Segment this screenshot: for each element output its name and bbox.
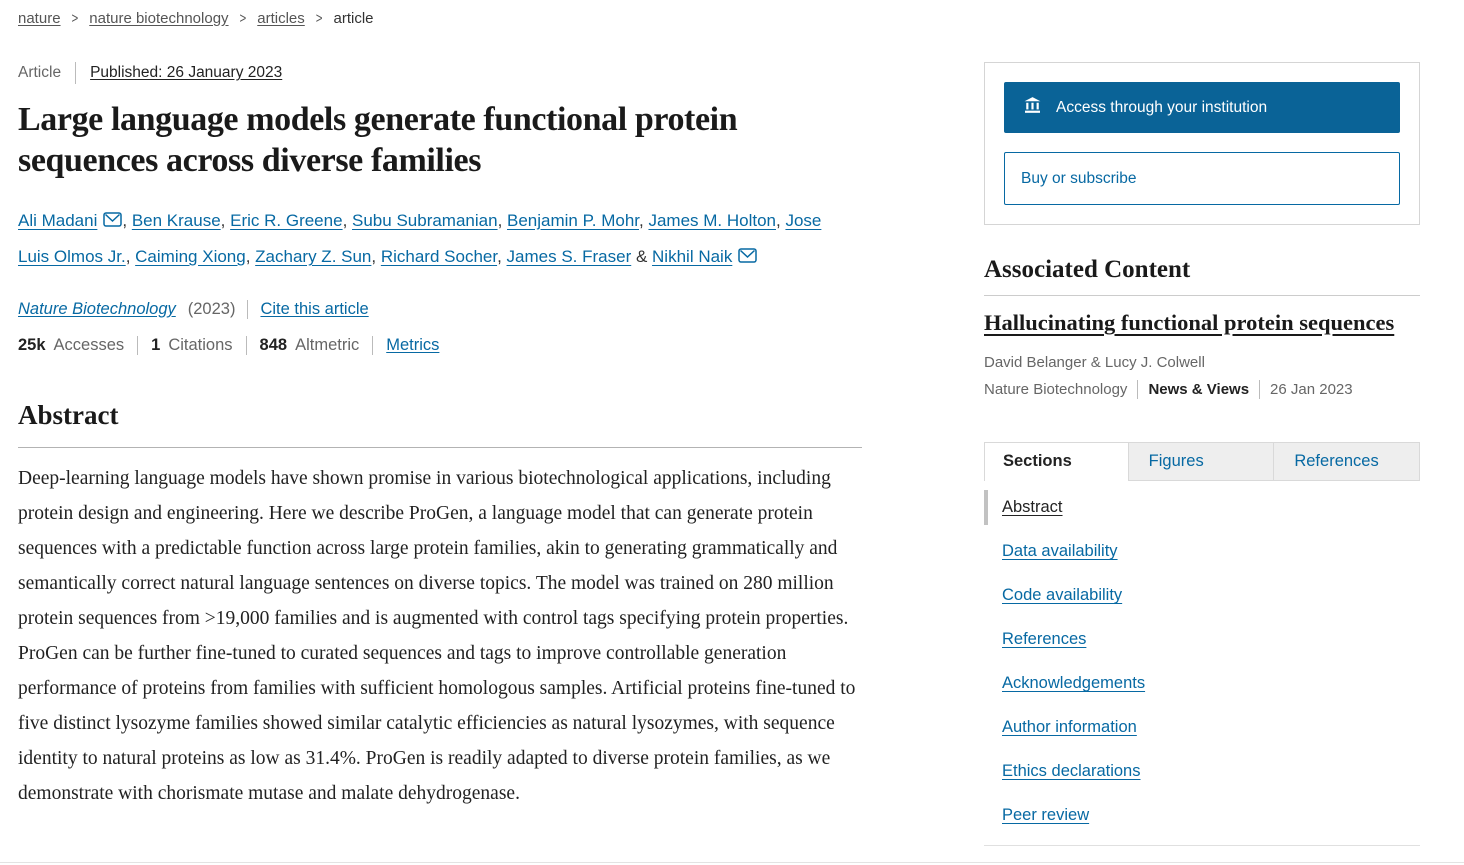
- metrics-line: [18, 336, 862, 355]
- breadcrumb-link-nature-biotechnology[interactable]: nature biotechnology: [89, 10, 229, 27]
- divider: [1137, 380, 1138, 399]
- author-separator: ,: [497, 210, 508, 230]
- section-link-abstract[interactable]: Abstract: [1002, 498, 1063, 517]
- altmetric-label: Altmetric: [295, 335, 360, 354]
- buy-or-subscribe-button[interactable]: [1004, 152, 1400, 205]
- associated-content-meta: [984, 380, 1420, 399]
- breadcrumb-link-nature[interactable]: nature: [18, 10, 61, 27]
- section-link-data-availability[interactable]: Data availability: [1002, 542, 1118, 561]
- access-through-institution-button[interactable]: [1004, 82, 1400, 133]
- breadcrumb-link-articles[interactable]: articles: [257, 10, 305, 27]
- tab-references[interactable]: References: [1273, 443, 1419, 481]
- associated-content-authors: David Belanger & Lucy J. Colwell: [984, 354, 1205, 372]
- author-separator: ,: [371, 246, 381, 266]
- page-title: Large language models generate functional protein sequences across diverse families: [18, 101, 738, 180]
- sidebar-tabs: [984, 442, 1420, 481]
- journal-line: [18, 300, 862, 319]
- divider: [75, 62, 76, 84]
- tab-figures[interactable]: Figures: [1128, 443, 1274, 481]
- citations-value: 1: [151, 335, 161, 354]
- institution-icon: [1022, 95, 1043, 120]
- author-separator: ,: [776, 210, 786, 230]
- author-separator: ,: [245, 246, 256, 266]
- article-main: [18, 62, 862, 811]
- author-separator: ,: [220, 210, 231, 230]
- breadcrumb-separator-icon: >: [239, 11, 247, 26]
- divider: [247, 300, 248, 319]
- citations-metric: [151, 336, 232, 355]
- section-link-ethics-declarations[interactable]: Ethics declarations: [1002, 762, 1141, 781]
- breadcrumb-separator-icon: >: [71, 11, 79, 26]
- buy-or-subscribe-label: Buy or subscribe: [1021, 169, 1137, 187]
- breadcrumb: [0, 0, 1464, 27]
- accesses-value: 25k: [18, 335, 46, 354]
- published-date-link[interactable]: Published: 26 January 2023: [90, 64, 283, 81]
- author-link[interactable]: James M. Holton: [648, 210, 776, 230]
- accesses-label: Accesses: [53, 335, 125, 354]
- section-link-code-availability[interactable]: Code availability: [1002, 586, 1123, 605]
- divider: [246, 336, 247, 355]
- sections-nav: [984, 481, 1420, 846]
- access-through-institution-label: Access through your institution: [1056, 98, 1268, 116]
- author-link[interactable]: Jose Luis Olmos Jr.: [18, 210, 822, 266]
- author-link[interactable]: Benjamin P. Mohr: [507, 210, 639, 230]
- access-options-box: [984, 62, 1420, 225]
- abstract-heading: Abstract: [18, 399, 119, 430]
- author-list: [18, 203, 848, 275]
- author-link[interactable]: Subu Subramanian: [352, 210, 498, 230]
- article-meta-line: [18, 62, 862, 84]
- author-separator: &: [631, 246, 653, 266]
- accesses-metric: [18, 336, 124, 355]
- section-link-author-information[interactable]: Author information: [1002, 718, 1137, 737]
- metrics-link[interactable]: Metrics: [386, 335, 440, 354]
- divider: [1259, 380, 1260, 399]
- author-separator: ,: [125, 246, 136, 266]
- altmetric-metric: [260, 336, 360, 355]
- author-separator: ,: [639, 210, 649, 230]
- breadcrumb-separator-icon: >: [315, 11, 323, 26]
- divider: [137, 336, 138, 355]
- author-link[interactable]: Ben Krause: [131, 210, 221, 230]
- breadcrumb-current: article: [333, 10, 374, 27]
- page-bottom-edge: [0, 862, 1464, 863]
- citations-label: Citations: [168, 335, 233, 354]
- divider: [372, 336, 373, 355]
- section-link-peer-review[interactable]: Peer review: [1002, 806, 1090, 825]
- author-link[interactable]: Eric R. Greene: [230, 210, 343, 230]
- sidebar: [984, 62, 1420, 846]
- email-icon[interactable]: [738, 240, 757, 275]
- associated-content-heading: Associated Content: [984, 256, 1191, 283]
- author-link[interactable]: James S. Fraser: [506, 246, 632, 266]
- section-link-references[interactable]: References: [1002, 630, 1087, 649]
- author-separator: ,: [342, 210, 353, 230]
- journal-year: (2023): [187, 299, 236, 318]
- section-link-acknowledgements[interactable]: Acknowledgements: [1002, 674, 1146, 693]
- author-link[interactable]: Nikhil Naik: [652, 246, 733, 266]
- author-link[interactable]: Richard Socher: [380, 246, 498, 266]
- author-separator: ,: [122, 210, 132, 230]
- associated-content-divider: [984, 295, 1420, 296]
- tab-sections[interactable]: Sections: [985, 443, 1128, 481]
- journal-link[interactable]: Nature Biotechnology: [18, 299, 176, 318]
- abstract-divider: [18, 447, 862, 448]
- associated-content-journal: Nature Biotechnology: [984, 381, 1128, 399]
- associated-content-title-link[interactable]: Hallucinating functional protein sequences: [984, 310, 1395, 335]
- article-type-label: Article: [18, 64, 62, 81]
- author-separator: ,: [497, 246, 507, 266]
- author-link[interactable]: Zachary Z. Sun: [255, 246, 372, 266]
- associated-content-type: News & Views: [1148, 381, 1250, 399]
- author-link[interactable]: Caiming Xiong: [135, 246, 246, 266]
- associated-content-date: 26 Jan 2023: [1270, 381, 1353, 399]
- cite-this-article-link[interactable]: Cite this article: [260, 299, 369, 318]
- altmetric-value: 848: [259, 335, 288, 354]
- abstract-text: Deep-learning language models have shown promise in various biotechnological applications, including protein design and engineering. Here we describe ProGen, a language model that can generate protein sequences with a predictable function across large protein families, akin to generating grammatically and semantically correct natural language sentences on diverse topics. The model was trained on 280 million protein sequences from >19,000 families and is augmented with control tags specifying protein properties. ProGen can be further fine-tuned to curated sequences and tags to improve controllable generation performance of proteins from families with sufficient homologous samples. Artificial proteins fine-tuned to five distinct lysozyme families showed similar catalytic efficiencies as natural lysozymes, with sequence identity to natural proteins as low as 31.4%. ProGen is readily adapted to diverse protein families, as we demonstrate with chorismate mutase and malate dehydrogenase.: [18, 467, 856, 804]
- author-link[interactable]: Ali Madani: [18, 210, 98, 230]
- email-icon[interactable]: [103, 204, 122, 239]
